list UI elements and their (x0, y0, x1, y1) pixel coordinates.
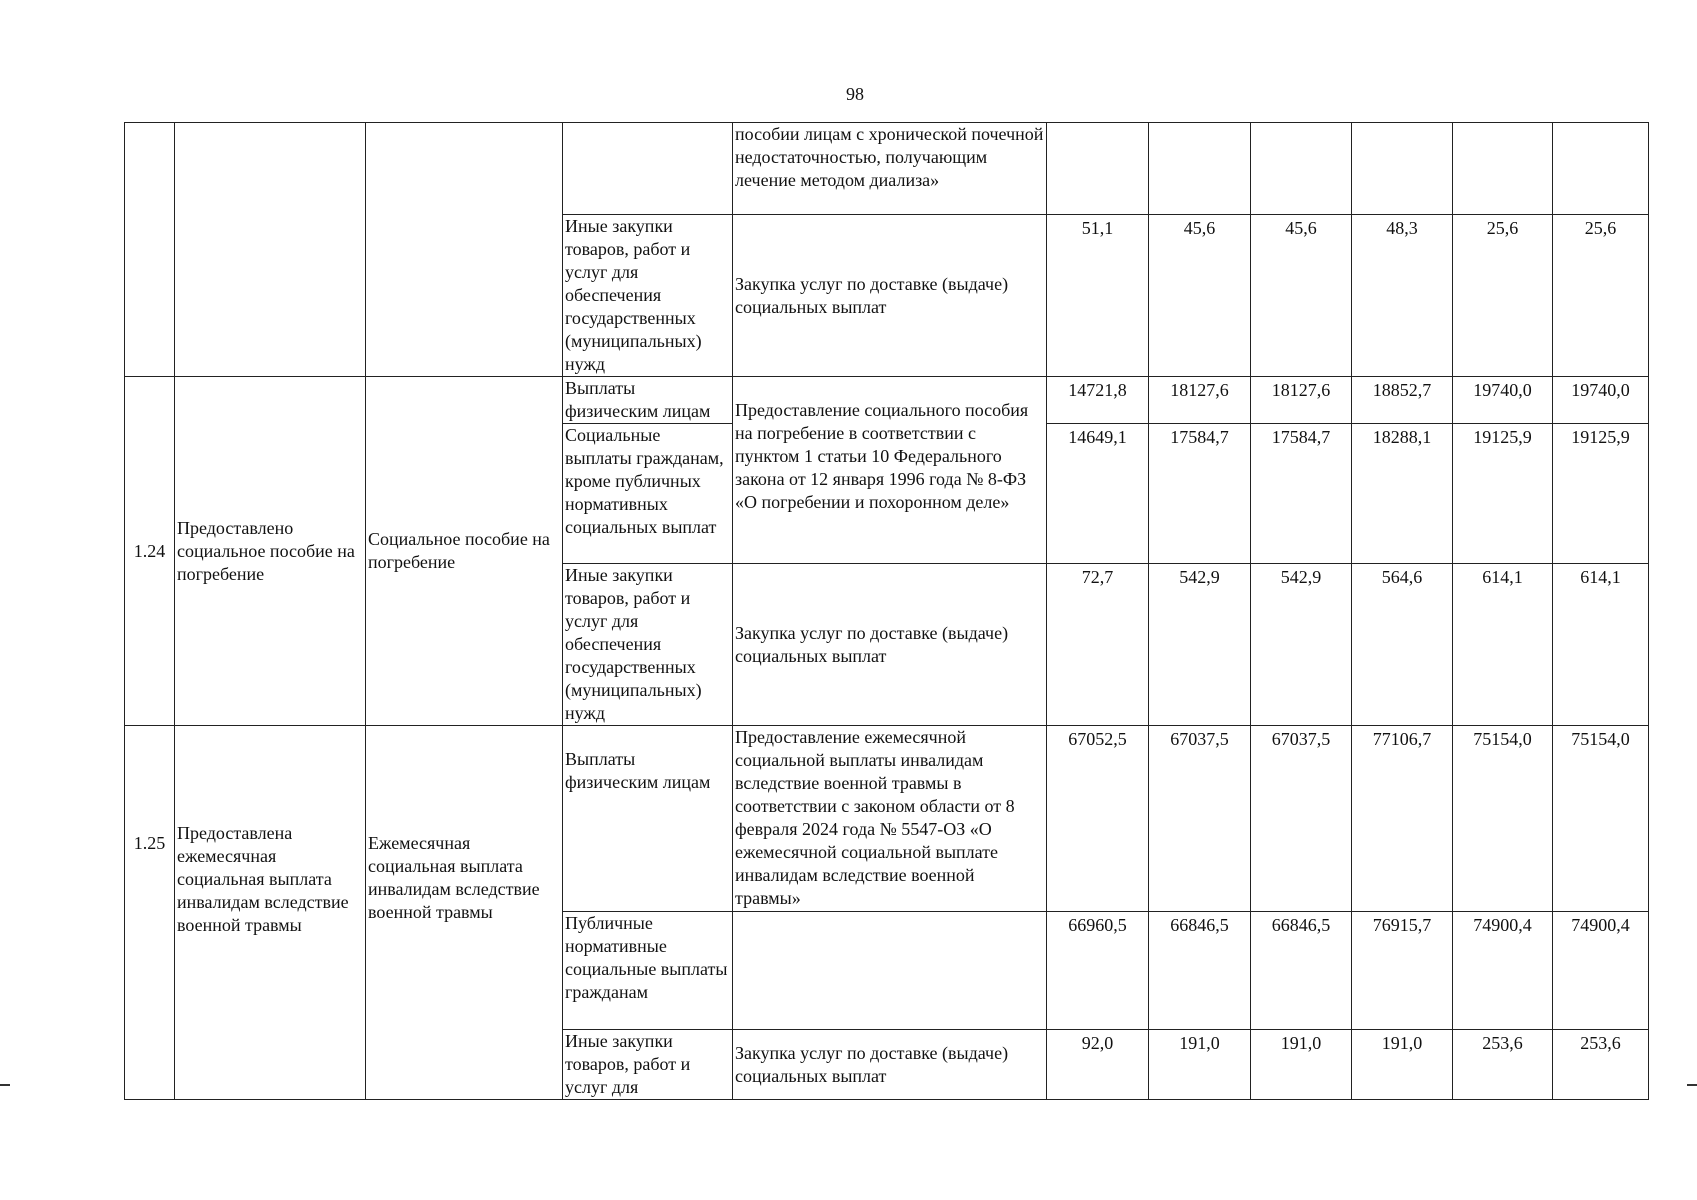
description-cell: пособии лицам с хронической почечной недостаточностью, получающим лечение методом диализа» (733, 123, 1047, 215)
value-cell: 25,6 (1453, 215, 1553, 377)
value-cell: 77106,7 (1352, 726, 1453, 912)
value-cell: 51,1 (1047, 215, 1149, 377)
value-cell: 17584,7 (1149, 424, 1251, 564)
value-cell: 19740,0 (1453, 377, 1553, 424)
value-cell (1352, 123, 1453, 215)
value-cell: 18852,7 (1352, 377, 1453, 424)
value-cell (1553, 123, 1649, 215)
row-code (125, 123, 175, 377)
right-margin-mark (1687, 1084, 1697, 1086)
expense-type-cell: Публичные нормативные социальные выплаты гражданам (563, 912, 733, 1030)
value-cell: 75154,0 (1453, 726, 1553, 912)
description-cell: Закупка услуг по доставке (выдаче) социальных выплат (733, 1030, 1047, 1100)
page-number: 98 (846, 84, 864, 104)
value-cell: 14649,1 (1047, 424, 1149, 564)
value-cell: 564,6 (1352, 564, 1453, 726)
value-cell: 614,1 (1453, 564, 1553, 726)
value-cell: 74900,4 (1453, 912, 1553, 1030)
value-cell: 19740,0 (1553, 377, 1649, 424)
value-cell: 542,9 (1251, 564, 1352, 726)
value-cell: 92,0 (1047, 1030, 1149, 1100)
expense-type-cell: Иные закупки товаров, работ и услуг для обеспечения государственных (муниципальных) нужд (563, 564, 733, 726)
value-cell: 67037,5 (1251, 726, 1352, 912)
value-cell: 48,3 (1352, 215, 1453, 377)
value-cell: 18127,6 (1149, 377, 1251, 424)
expense-type-cell: Иные закупки товаров, работ и услуг для обеспечения государственных (муниципальных) нужд (563, 215, 733, 377)
value-cell: 66960,5 (1047, 912, 1149, 1030)
value-cell (1047, 123, 1149, 215)
value-cell: 14721,8 (1047, 377, 1149, 424)
value-cell: 191,0 (1149, 1030, 1251, 1100)
value-cell: 253,6 (1553, 1030, 1649, 1100)
result-cell: Предоставлено социальное пособие на погребение (175, 377, 366, 726)
budget-table (124, 122, 1649, 1100)
value-cell: 19125,9 (1453, 424, 1553, 564)
value-cell: 253,6 (1453, 1030, 1553, 1100)
value-cell: 67052,5 (1047, 726, 1149, 912)
value-cell (1453, 123, 1553, 215)
value-cell: 72,7 (1047, 564, 1149, 726)
measure-cell: Ежемесячная социальная выплата инвалидам вследствие военной травмы (366, 726, 563, 1100)
expense-type-cell: Иные закупки товаров, работ и услуг для (563, 1030, 733, 1100)
value-cell: 75154,0 (1553, 726, 1649, 912)
value-cell: 191,0 (1251, 1030, 1352, 1100)
measure-cell: Социальное пособие на погребение (366, 377, 563, 726)
value-cell: 18288,1 (1352, 424, 1453, 564)
value-cell: 19125,9 (1553, 424, 1649, 564)
value-cell: 67037,5 (1149, 726, 1251, 912)
description-cell (733, 912, 1047, 1030)
value-cell: 18127,6 (1251, 377, 1352, 424)
description-cell: Закупка услуг по доставке (выдаче) социальных выплат (733, 564, 1047, 726)
value-cell (1149, 123, 1251, 215)
value-cell: 45,6 (1149, 215, 1251, 377)
value-cell: 542,9 (1149, 564, 1251, 726)
expense-type-cell: Выплаты физическим лицам (563, 726, 733, 912)
expense-type-cell: Социальные выплаты гражданам, кроме публичных нормативных социальных выплат (563, 424, 733, 564)
row-code: 1.24 (125, 377, 175, 726)
table-row (125, 123, 1649, 215)
value-cell: 66846,5 (1251, 912, 1352, 1030)
value-cell: 17584,7 (1251, 424, 1352, 564)
description-cell: Закупка услуг по доставке (выдаче) социальных выплат (733, 215, 1047, 377)
measure-cell (366, 123, 563, 377)
expense-type-cell (563, 123, 733, 215)
left-margin-mark (0, 1084, 10, 1086)
value-cell (1251, 123, 1352, 215)
value-cell: 45,6 (1251, 215, 1352, 377)
description-cell: Предоставление социального пособия на погребение в соответствии с пунктом 1 статьи 10 Федерального закона от 12 января 1996 года № 8-ФЗ «О погребении и похоронном деле» (733, 377, 1047, 564)
description-cell: Предоставление ежемесячной социальной выплаты инвалидам вследствие военной травмы в соответствии с законом области от 8 февраля 2024 года № 5547-ОЗ «О ежемесячной социальной выплате инвалидам вследствие военной травмы» (733, 726, 1047, 912)
value-cell: 191,0 (1352, 1030, 1453, 1100)
value-cell: 25,6 (1553, 215, 1649, 377)
expense-type-cell: Выплаты физическим лицам (563, 377, 733, 424)
value-cell: 76915,7 (1352, 912, 1453, 1030)
table-row (125, 726, 1649, 912)
value-cell: 66846,5 (1149, 912, 1251, 1030)
value-cell: 614,1 (1553, 564, 1649, 726)
result-cell: Предоставлена ежемесячная социальная выплата инвалидам вследствие военной травмы (175, 726, 366, 1100)
row-code: 1.25 (125, 726, 175, 1100)
result-cell (175, 123, 366, 377)
table-row (125, 377, 1649, 424)
value-cell: 74900,4 (1553, 912, 1649, 1030)
